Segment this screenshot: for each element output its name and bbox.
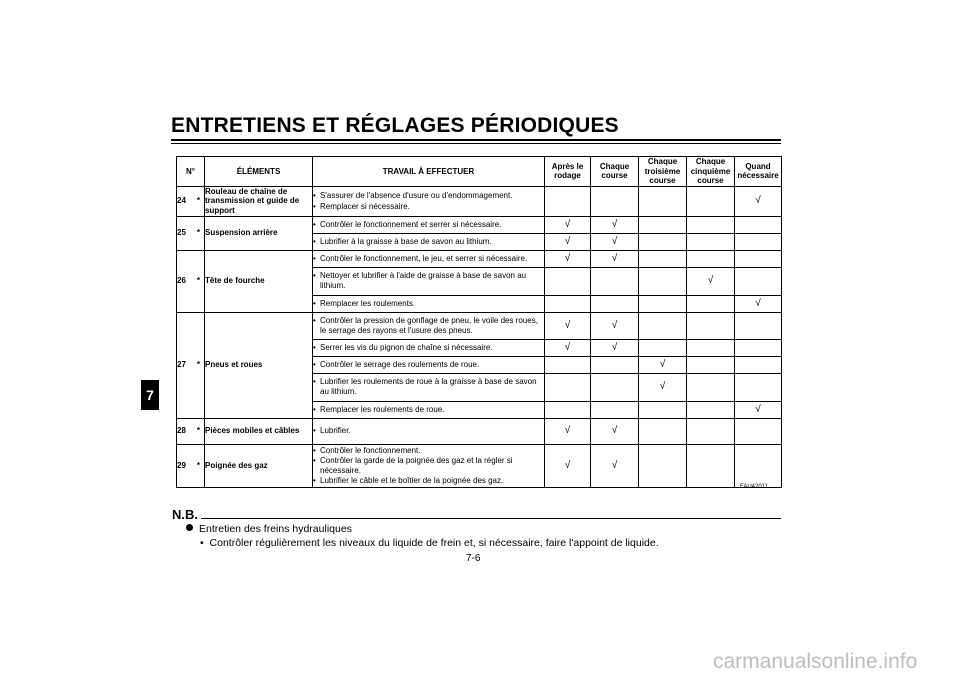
header-every-third-race: Chaque troisième course	[639, 157, 687, 187]
empty-cell	[735, 312, 782, 339]
check-mark-icon: √	[545, 339, 591, 356]
check-mark-icon: √	[735, 186, 782, 216]
asterisk-marker: *	[196, 460, 200, 470]
empty-cell	[687, 356, 735, 373]
empty-cell	[591, 373, 639, 401]
row-task	[313, 339, 545, 356]
asterisk-marker: *	[196, 228, 200, 238]
chapter-tab: 7	[141, 380, 159, 410]
task-item: • Contrôler le fonctionnement, le jeu, et serrer si nécessaire.	[313, 254, 544, 264]
asterisk-marker: *	[196, 360, 200, 370]
empty-cell	[591, 356, 639, 373]
asterisk-marker: *	[196, 276, 200, 286]
row-element: Poignée des gaz	[205, 444, 313, 487]
row-element: Pièces mobiles et câbles	[205, 418, 313, 444]
task-item: • Lubrifier.	[313, 426, 544, 436]
task-item: • Contrôler le fonctionnement.	[313, 446, 544, 456]
empty-cell	[735, 356, 782, 373]
page-number: 7-6	[466, 553, 481, 564]
empty-cell	[687, 401, 735, 418]
check-mark-icon: √	[545, 233, 591, 250]
header-every-race: Chaque course	[591, 157, 639, 187]
check-mark-icon: √	[591, 444, 639, 487]
task-item: • Lubrifier le câble et le boîtier de la poignée des gaz.	[313, 476, 544, 486]
row-number	[177, 186, 205, 216]
check-mark-icon: √	[639, 356, 687, 373]
empty-cell	[735, 444, 782, 487]
check-mark-icon: √	[545, 216, 591, 233]
table-row	[177, 418, 782, 444]
empty-cell	[639, 267, 687, 295]
task-item: • Remplacer les roulements.	[313, 299, 544, 309]
row-number	[177, 250, 205, 312]
task-item: • Remplacer les roulements de roue.	[313, 405, 544, 415]
empty-cell	[639, 250, 687, 267]
empty-cell	[687, 444, 735, 487]
asterisk-marker: *	[196, 196, 200, 206]
check-mark-icon: √	[735, 295, 782, 312]
nb-item-primary	[186, 523, 352, 535]
empty-cell	[545, 295, 591, 312]
row-number-text: 27	[177, 360, 186, 370]
row-task	[313, 312, 545, 339]
empty-cell	[735, 339, 782, 356]
table-row	[177, 216, 782, 233]
table-row	[177, 444, 782, 487]
row-task	[313, 186, 545, 216]
check-mark-icon: √	[591, 250, 639, 267]
row-task	[313, 418, 545, 444]
empty-cell	[639, 401, 687, 418]
row-task	[313, 356, 545, 373]
task-item: • Contrôler la garde de la poignée des gaz et la régler si nécessaire.	[313, 456, 544, 475]
task-item: • Contrôler la pression de gonflage de pneu, le voile des roues, le serrage des rayons et l'usure des pneus.	[313, 316, 544, 335]
empty-cell	[687, 373, 735, 401]
header-task: TRAVAIL À EFFECTUER	[313, 157, 545, 187]
empty-cell	[545, 186, 591, 216]
empty-cell	[687, 250, 735, 267]
empty-cell	[687, 233, 735, 250]
row-task	[313, 295, 545, 312]
row-number	[177, 418, 205, 444]
empty-cell	[735, 250, 782, 267]
header-num: N°	[177, 157, 205, 187]
row-task	[313, 250, 545, 267]
empty-cell	[735, 267, 782, 295]
row-element: Pneus et roues	[205, 312, 313, 418]
empty-cell	[687, 339, 735, 356]
empty-cell	[639, 444, 687, 487]
table-row	[177, 250, 782, 267]
check-mark-icon: √	[591, 312, 639, 339]
check-mark-icon: √	[545, 250, 591, 267]
empty-cell	[591, 186, 639, 216]
row-task	[313, 373, 545, 401]
empty-cell	[639, 418, 687, 444]
empty-cell	[687, 295, 735, 312]
bullet-dot-icon	[186, 524, 193, 531]
empty-cell	[735, 373, 782, 401]
row-number-text: 24	[177, 196, 186, 206]
header-elements: ÉLÉMENTS	[205, 157, 313, 187]
table-header-row	[177, 157, 782, 187]
empty-cell	[639, 295, 687, 312]
asterisk-marker: *	[196, 426, 200, 436]
nb-item-text: Contrôler régulièrement les niveaux du liquide de frein et, si nécessaire, faire l'appoint de liquide.	[209, 537, 659, 549]
task-item: • Lubrifier les roulements de roue à la graisse à base de savon au lithium.	[313, 377, 544, 396]
row-task	[313, 401, 545, 418]
nb-item-text: Entretien des freins hydrauliques	[199, 523, 352, 535]
check-mark-icon: √	[545, 444, 591, 487]
title-rule-thin	[171, 143, 781, 144]
watermark: carmanualsonline.info	[713, 650, 918, 673]
check-mark-icon: √	[591, 233, 639, 250]
empty-cell	[735, 233, 782, 250]
row-number-text: 25	[177, 228, 186, 238]
task-item: • Remplacer si nécessaire.	[313, 202, 544, 212]
row-number	[177, 312, 205, 418]
table-row	[177, 186, 782, 216]
empty-cell	[735, 216, 782, 233]
row-number-text: 26	[177, 276, 186, 286]
empty-cell	[639, 186, 687, 216]
empty-cell	[735, 418, 782, 444]
header-every-fifth-race: Chaque cinquième course	[687, 157, 735, 187]
check-mark-icon: √	[639, 373, 687, 401]
row-task	[313, 216, 545, 233]
empty-cell	[545, 356, 591, 373]
nb-item-secondary	[200, 537, 659, 549]
empty-cell	[545, 267, 591, 295]
title-rule	[171, 139, 781, 141]
maintenance-table	[176, 156, 782, 488]
check-mark-icon: √	[591, 339, 639, 356]
header-after-break-in: Après le rodage	[545, 157, 591, 187]
document-code: FAU42011	[740, 484, 768, 490]
empty-cell	[639, 339, 687, 356]
task-item: • S'assurer de l'absence d'usure ou d'endommagement.	[313, 191, 544, 201]
task-item: • Contrôler le fonctionnement et serrer si nécessaire.	[313, 220, 544, 230]
task-item: • Nettoyer et lubrifier à l'aide de graisse à base de savon au lithium.	[313, 271, 544, 290]
row-element: Suspension arrière	[205, 216, 313, 250]
empty-cell	[639, 312, 687, 339]
row-task	[313, 233, 545, 250]
empty-cell	[591, 295, 639, 312]
row-element: Tête de fourche	[205, 250, 313, 312]
check-mark-icon: √	[545, 418, 591, 444]
empty-cell	[639, 216, 687, 233]
header-as-required: Quand nécessaire	[735, 157, 782, 187]
task-item: • Contrôler le serrage des roulements de roue.	[313, 360, 544, 370]
empty-cell	[591, 401, 639, 418]
empty-cell	[687, 186, 735, 216]
row-number	[177, 444, 205, 487]
empty-cell	[545, 373, 591, 401]
row-element: Rouleau de chaîne de transmission et guide de support	[205, 186, 313, 216]
task-item: • Serrer les vis du pignon de chaîne si nécessaire.	[313, 343, 544, 353]
empty-cell	[591, 267, 639, 295]
nb-rule	[201, 518, 781, 519]
page-title: ENTRETIENS ET RÉGLAGES PÉRIODIQUES	[171, 114, 619, 137]
row-number-text: 29	[177, 460, 186, 470]
check-mark-icon: √	[735, 401, 782, 418]
empty-cell	[545, 401, 591, 418]
check-mark-icon: √	[545, 312, 591, 339]
nb-label: N.B.	[172, 507, 198, 522]
empty-cell	[639, 233, 687, 250]
empty-cell	[687, 216, 735, 233]
check-mark-icon: √	[687, 267, 735, 295]
row-number-text: 28	[177, 426, 186, 436]
row-task	[313, 444, 545, 487]
row-task	[313, 267, 545, 295]
task-item: • Lubrifier à la graisse à base de savon au lithium.	[313, 237, 544, 247]
row-number	[177, 216, 205, 250]
check-mark-icon: √	[591, 418, 639, 444]
check-mark-icon: √	[591, 216, 639, 233]
table-row	[177, 312, 782, 339]
empty-cell	[687, 418, 735, 444]
empty-cell	[687, 312, 735, 339]
bullet-icon: •	[200, 537, 204, 549]
